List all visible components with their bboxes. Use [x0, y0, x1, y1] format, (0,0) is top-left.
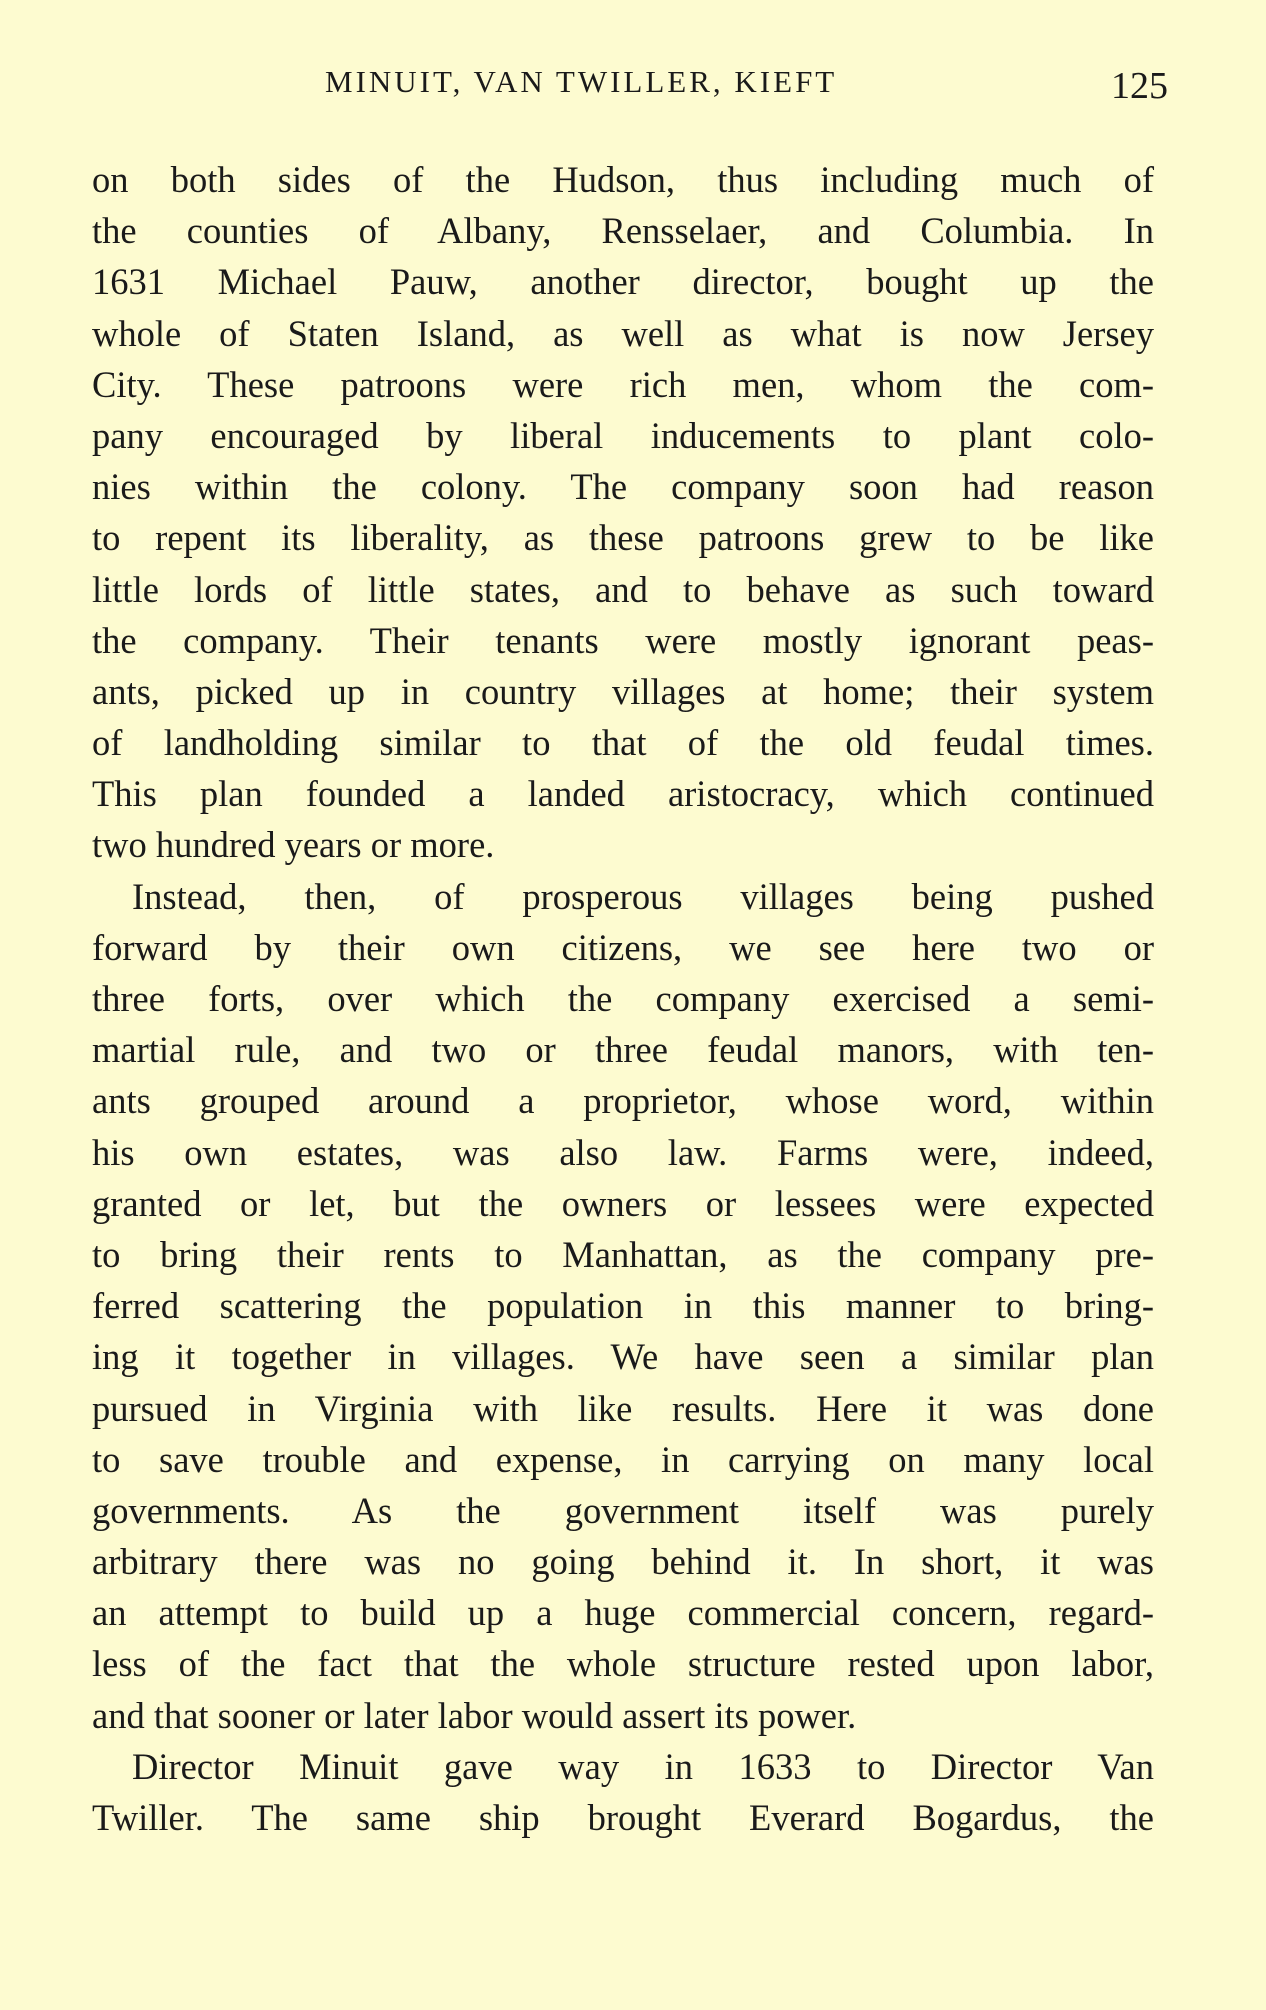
text-line: arbitrary there was no going behind it. In short, it was	[92, 1541, 1154, 1583]
text-line: to save trouble and expense, in carrying on many local	[92, 1438, 1154, 1480]
text-line: governments. As the government itself was purely	[92, 1489, 1154, 1531]
text-line: and that sooner or later labor would assert its power.	[92, 1694, 857, 1736]
text-line: ants grouped around a proprietor, whose word, within	[92, 1080, 1154, 1122]
text-line: pursued in Virginia with like results. Here it was done	[92, 1387, 1154, 1429]
text-line: This plan founded a landed aristocracy, which continued	[92, 773, 1154, 815]
text-line: little lords of little states, and to behave as such toward	[92, 568, 1154, 610]
text-line: ants, picked up in country villages at home; their system	[92, 670, 1154, 712]
running-title: MINUIT, VAN TWILLER, KIEFT	[325, 64, 838, 99]
text-line: whole of Staten Island, as well as what is now Jersey	[92, 312, 1154, 354]
text-line: three forts, over which the company exercised a semi-	[92, 978, 1154, 1019]
text-line: ing it together in villages. We have seen a similar plan	[92, 1336, 1154, 1378]
text-line: ferred scattering the population in this manner to bring-	[92, 1285, 1154, 1327]
page-number: 125	[1111, 65, 1168, 107]
text-line: to bring their rents to Manhattan, as the company pre-	[92, 1233, 1154, 1275]
text-line: nies within the colony. The company soon had reason	[92, 466, 1154, 508]
text-line: two hundred years or more.	[92, 824, 495, 866]
text-line: his own estates, was also law. Farms were, indeed,	[92, 1131, 1154, 1173]
text-line: granted or let, but the owners or lessees were expected	[92, 1182, 1154, 1224]
text-line: forward by their own citizens, we see here two or	[92, 926, 1154, 968]
paragraph	[92, 1741, 1154, 1843]
body-text	[92, 154, 1154, 1843]
text-line: martial rule, and two or three feudal manors, with ten-	[92, 1029, 1154, 1071]
text-line: City. These patroons were rich men, whom the com-	[92, 363, 1154, 405]
paragraph	[92, 154, 1154, 871]
text-line: an attempt to build up a huge commercial concern, regard-	[92, 1592, 1154, 1634]
text-line: Twiller. The same ship brought Everard Bogardus, the	[92, 1797, 1154, 1838]
text-line: less of the fact that the whole structure rested upon labor,	[92, 1643, 1154, 1685]
text-line: of landholding similar to that of the old feudal times.	[92, 722, 1154, 764]
text-line: Instead, then, of prosperous villages being pushed	[132, 875, 1154, 917]
text-line: on both sides of the Hudson, thus including much of	[92, 159, 1154, 200]
text-line: the counties of Albany, Rensselaer, and Columbia. In	[92, 210, 1154, 252]
running-head	[90, 64, 1170, 112]
text-line: to repent its liberality, as these patroons grew to be like	[92, 517, 1154, 559]
text-line: pany encouraged by liberal inducements to plant colo-	[92, 414, 1154, 456]
paragraph	[92, 871, 1154, 1741]
text-line: the company. Their tenants were mostly ignorant peas-	[92, 619, 1154, 661]
text-line: 1631 Michael Pauw, another director, bought up the	[92, 261, 1154, 303]
text-line: Director Minuit gave way in 1633 to Director Van	[132, 1745, 1154, 1787]
